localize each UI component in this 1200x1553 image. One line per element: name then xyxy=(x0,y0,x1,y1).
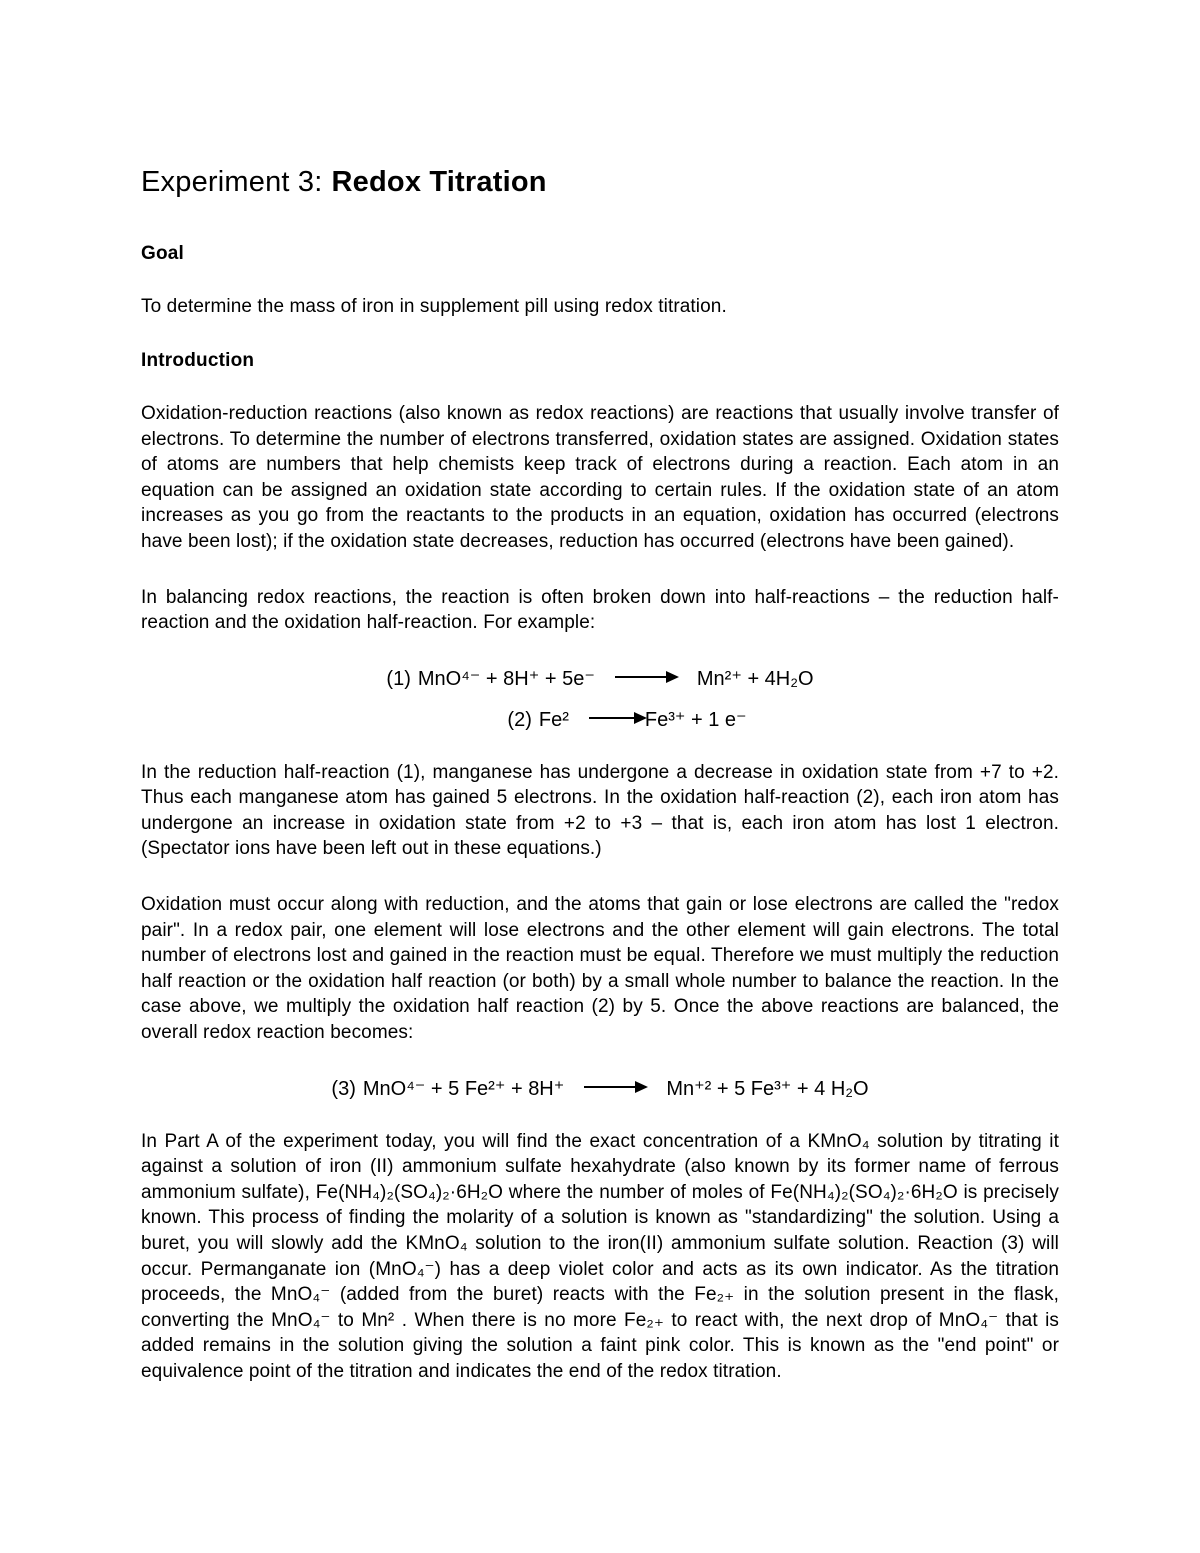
para-part-a-procedure: In Part A of the experiment today, you will find the exact concentration of a KMnO₄ solution by titrating it against a solution of iron (II) ammonium sulfate hexahydrate (also known by its former name of ferrous ammonium sulfate), Fe(NH₄)₂(SO₄)₂·6H₂O where the number of moles of Fe(NH₄)₂(SO₄)₂·6H₂O is precisely known. This process of finding the molarity of a solution is known as "standardizing" the solution. Using a buret, you will slowly add the KMnO₄ solution to the iron(II) ammonium sulfate solution. Reaction (3) will occur. Permanganate ion (MnO₄⁻) has a deep violet color and acts as its own indicator. As the titration proceeds, the MnO₄⁻ (added from the buret) reacts with the Fe₂₊ in the solution present in the flask, converting the MnO₄⁻ to Mn² . When there is no more Fe₂₊ to react with, the next drop of MnO₄⁻ that is added remains in the solution giving the solution a faint pink color. This is known as the "end point" or equivalence point of the titration and indicates the end of the redox titration. xyxy=(141,1130,1059,1382)
para-redox-pair: Oxidation must occur along with reduction, and the atoms that gain or lose electrons are called the "redox pair". In a redox pair, one element will lose electrons and the other element will gain electrons. The total number of electrons lost and gained in the reaction must be equal. Therefore we must multiply the reduction half reaction or the oxidation half reaction (or both) by a small whole number to balance the reaction. In the case above, we multiply the oxidation half reaction (2) by 5. Once the above reactions are balanced, the overall redox reaction becomes: xyxy=(141,894,1059,1044)
equation-label: (2) xyxy=(507,708,532,731)
para-oxidation-reduction: Oxidation-reduction reactions (also known as redox reactions) are reactions that usually involve transfer of electrons. To determine the number of electrons transferred, oxidation states are assigned. Oxidation states of atoms are numbers that help chemists keep track of electrons during a reaction. Each atom in an equation can be assigned an oxidation state according to certain rules. If the oxidation state of an atom increases as you go from the reactants to the products in an equation, oxidation has occurred (electrons have been lost); if the oxidation state decreases, reduction has occurred (electrons have been gained). xyxy=(141,402,1059,552)
overall-reaction-equation xyxy=(141,1076,1059,1102)
title-prefix: Experiment 3: xyxy=(141,166,323,198)
equation-rhs: Mn⁺² + 5 Fe³⁺ + 4 H₂O xyxy=(666,1077,869,1100)
equation-label: (3) xyxy=(331,1077,356,1100)
introduction-heading: Introduction xyxy=(141,349,255,371)
reaction-arrow-icon xyxy=(584,1086,646,1088)
reaction-arrow-icon xyxy=(615,676,677,678)
equation-rhs: Fe³⁺ + 1 e⁻ xyxy=(644,708,747,731)
equation-lhs: MnO⁴⁻ + 5 Fe²⁺ + 8H⁺ xyxy=(362,1077,565,1100)
goal-heading: Goal xyxy=(141,243,185,265)
title-emphasis: Redox Titration xyxy=(331,166,547,198)
para-balancing-half-reactions: In balancing redox reactions, the reaction is often broken down into half-reactions – the reduction half-reaction and the oxidation half-reaction. For example: xyxy=(141,586,1059,634)
equation-lhs: MnO⁴⁻ + 8H⁺ + 5e⁻ xyxy=(417,667,595,690)
equation-lhs: Fe² xyxy=(538,708,569,731)
goal-text: To determine the mass of iron in supplement pill using redox titration. xyxy=(141,296,727,318)
page-title xyxy=(141,166,1059,199)
reaction-arrow-icon xyxy=(589,717,645,719)
equation-label: (1) xyxy=(386,667,411,690)
half-reaction-equations xyxy=(141,666,1059,733)
para-half-reaction-analysis: In the reduction half-reaction (1), manganese has undergone a decrease in oxidation state from +7 to +2. Thus each manganese atom has gained 5 electrons. In the oxidation half-reaction (2), each iron atom has undergone an increase in oxidation state from +2 to +3 – that is, each iron atom has lost 1 electron. (Spectator ions have been left out in these equations.) xyxy=(141,761,1059,860)
equation-2 xyxy=(141,707,1059,733)
equation-rhs: Mn²⁺ + 4H₂O xyxy=(696,667,814,690)
equation-1 xyxy=(141,666,1059,692)
equation-3 xyxy=(141,1076,1059,1102)
